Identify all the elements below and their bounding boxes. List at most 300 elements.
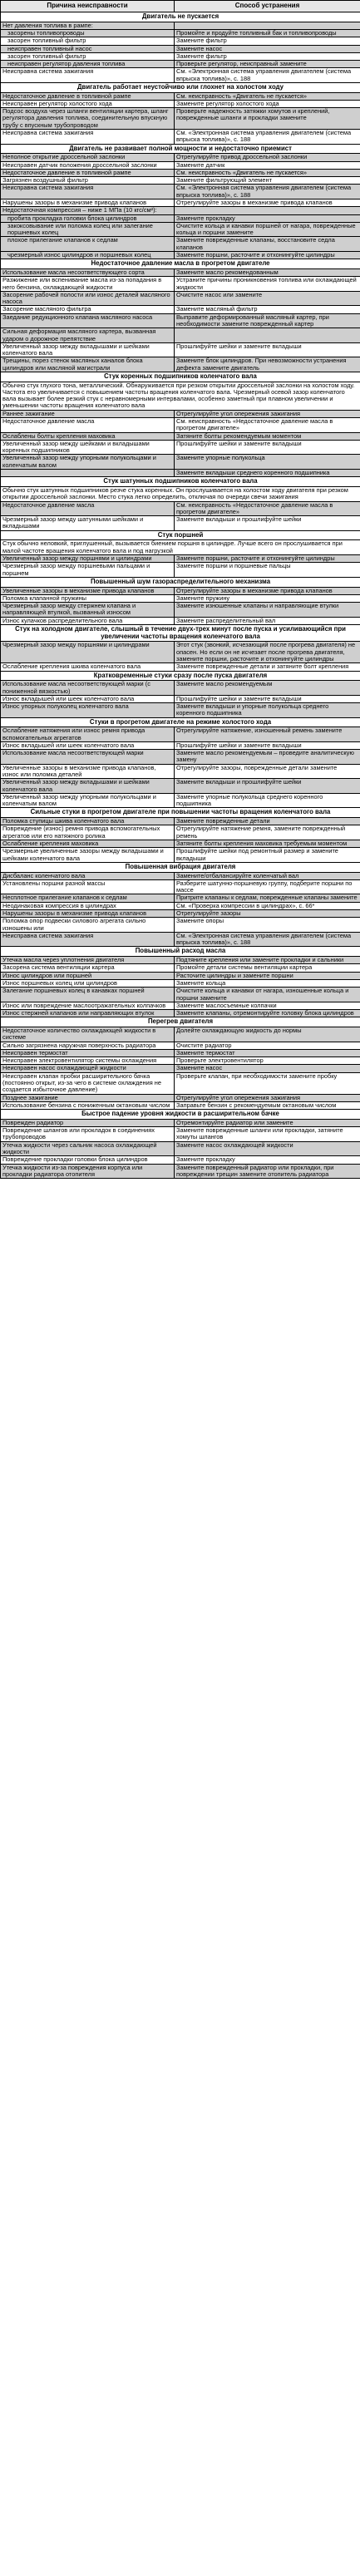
remedy-cell: Замените масло рекомендуемым — [175, 681, 360, 696]
table-row — [1, 1094, 360, 1101]
remedy-cell: Замените фильтрующий элемент — [175, 177, 360, 185]
remedy-cell: См. неисправность «Недостаточное давление масла в прогретом двигателе» — [175, 501, 360, 516]
table-row — [1, 108, 360, 130]
table-row — [1, 516, 360, 531]
table-row — [1, 185, 360, 199]
header-row — [1, 1, 360, 12]
table-row — [1, 154, 360, 161]
remedy-cell: Замените упорные полукольца среднего коренного подшипника — [175, 793, 360, 808]
cause-cell: Использование масла несоответствующего сорта — [1, 268, 175, 276]
remedy-cell: Замените масло рекомендуемым – проведите аналитическую замену — [175, 750, 360, 765]
remedy-cell: Затяните болты рекомендуемым моментом — [175, 432, 360, 440]
cause-cell: Износ вкладышей или шеек коленчатого вала — [1, 695, 175, 702]
remedy-cell: Замените клапаны, отремонтируйте головку блока цилиндров — [175, 1010, 360, 1017]
table-row — [1, 594, 360, 602]
table-row — [1, 29, 360, 37]
table-row — [1, 22, 360, 29]
remedy-cell: Замените распределительный вал — [175, 617, 360, 624]
section-title: Недостаточное давление масла в прогретом двигателе — [1, 259, 360, 269]
cause-cell: Увеличенный зазор между шейками и вкладышами коренных подшипников — [1, 440, 175, 455]
cause-cell: Позднее зажигание — [1, 1094, 175, 1101]
remedy-cell: Отрегулируйте натяжение ремня, замените поврежденный ремень — [175, 825, 360, 840]
remedy-cell: Отрегулируйте зазоры — [175, 909, 360, 917]
table-row — [1, 207, 360, 214]
remedy-cell: См. «Электронная система управления двигателем (система впрыска топлива)», с. 188 — [175, 932, 360, 947]
table-row — [1, 764, 360, 779]
table-row — [1, 1057, 360, 1065]
table-row — [1, 1101, 360, 1109]
remedy-cell: Замените масло рекомендованным — [175, 268, 360, 276]
cause-cell: Чрезмерные увеличенные зазоры между вкладышами и шейками коленчатого вала — [1, 848, 175, 863]
cause-cell: Ослабление крепления маховика — [1, 840, 175, 848]
cause-cell: Ослаблены болты крепления маховика — [1, 432, 175, 440]
remedy-cell: Прошлифуйте шейки и замените вкладыши — [175, 440, 360, 455]
cause-cell: Неисправна система зажигания — [1, 68, 175, 83]
table-row — [1, 879, 360, 894]
fault-table — [0, 0, 360, 1179]
remedy-cell: Отрегулируйте натяжение, изношенный ремень замените — [175, 727, 360, 742]
remedy-cell: Замените датчик — [175, 161, 360, 169]
cause-cell: Неисправен датчик положения дроссельной заслонки — [1, 161, 175, 169]
remedy-cell: Очистите кольца и канавки поршней от нагара, поврежденные кольца и поршни замените — [175, 222, 360, 237]
cause-cell: Ослабление натяжения или износ ремня привода вспомогательных агрегатов — [1, 727, 175, 742]
remedy-cell: Отремонтируйте радиатор или замените — [175, 1119, 360, 1126]
remedy-cell: Замените фильтр — [175, 52, 360, 60]
remedy-cell: См. «Электронная система управления двигателем (система впрыска топлива)», с. 188 — [175, 185, 360, 199]
section-title: Быстрое падение уровня жидкости в расширительном бачке — [1, 1110, 360, 1120]
cause-cell: Увеличенные зазоры в механизме привода клапанов, износ или поломка деталей — [1, 764, 175, 779]
cause-cell: Использование масла несоответствующей марки — [1, 750, 175, 765]
table-row — [1, 1049, 360, 1057]
cause-cell: Чрезмерный зазор между шатунными шейками и вкладышами — [1, 516, 175, 531]
remedy-cell: Устраните причины проникновения топлива или охлаждающей жидкости — [175, 277, 360, 292]
table-row — [1, 902, 360, 909]
table-row — [1, 793, 360, 808]
table-row — [1, 68, 360, 83]
remedy-cell: Замените вкладыши и прошлифуйте шейки — [175, 779, 360, 794]
remedy-cell: Замените поврежденный радиатор или прокладки, при повреждении трещин замените отопитель радиатора — [175, 1164, 360, 1179]
section-title: Повышенный расход масла — [1, 947, 360, 957]
remedy-cell: См. неисправность «Недостаточное давление масла в прогретом двигателе» — [175, 418, 360, 433]
remedy-cell: Очистите радиатор — [175, 1042, 360, 1049]
section-header-row — [1, 808, 360, 818]
header-cause: Причина неисправности — [1, 1, 175, 12]
table-row — [1, 825, 360, 840]
cause-cell: Чрезмерный зазор между стержнем клапана и направляющей втулкой, вызванный износом — [1, 603, 175, 618]
cause-cell: Утечка жидкости через сальник насоса охлаждающей жидкости — [1, 1141, 175, 1156]
cause-cell: Недостаточное давление масла — [1, 418, 175, 433]
section-header-row — [1, 12, 360, 22]
table-row — [1, 872, 360, 879]
section-title: Повышенный шум газораспределительного механизма — [1, 577, 360, 587]
section-title: Стук коренных подшипников коленчатого вала — [1, 372, 360, 382]
table-row — [1, 45, 360, 52]
table-row — [1, 199, 360, 207]
cause-cell: Износ упорных полуколец коленчатого вала — [1, 703, 175, 718]
remedy-cell: См. неисправность «Двигатель не пускается» — [175, 92, 360, 100]
table-row — [1, 130, 360, 145]
table-row — [1, 487, 360, 502]
table-row — [1, 1072, 360, 1094]
table-row — [1, 603, 360, 618]
remedy-cell: Замените блок цилиндров. При невозможности устранения дефекта замените двигатель — [175, 357, 360, 372]
cause-cell: Износ поршневых колец или цилиндров — [1, 979, 175, 987]
cause-cell: засорены топливопроводы — [1, 29, 175, 37]
section-title: Перегрев двигателя — [1, 1017, 360, 1027]
cause-cell: Заедание редукционного клапана масляного насоса — [1, 313, 175, 328]
cause-cell: Трещины, порез стенок масляных каналов блока цилиндров или масляной магистрали — [1, 357, 175, 372]
cause-cell: Использование бензина с пониженным октановым числом — [1, 1101, 175, 1109]
remedy-cell: Замените термостат — [175, 1049, 360, 1057]
cause-cell: Засорение рабочей полости или износ деталей масляного насоса — [1, 291, 175, 306]
section-header-row — [1, 82, 360, 92]
table-row — [1, 214, 360, 222]
table-row — [1, 470, 360, 477]
remedy-cell: Проверьте надежность затяжки хомутов и креплений, поврежденные шланги и прокладки замените — [175, 108, 360, 130]
table-row — [1, 818, 360, 825]
remedy-cell: Промойте детали системы вентиляции картера — [175, 964, 360, 972]
cause-cell: Недостаточное количество охлаждающей жидкости в системе — [1, 1027, 175, 1042]
remedy-cell: Замените вкладыши и прошлифуйте шейки — [175, 516, 360, 531]
table-row — [1, 703, 360, 718]
cause-cell: Неисправна система зажигания — [1, 932, 175, 947]
table-row — [1, 455, 360, 470]
remedy-cell: Прошлифуйте шейки под ремонтный размер и замените вкладыши — [175, 848, 360, 863]
section-header-row — [1, 671, 360, 681]
cause-cell: закоксовывание или поломка колец или залегание поршневых колец — [1, 222, 175, 237]
table-row — [1, 382, 360, 410]
table-row — [1, 169, 360, 176]
table-row — [1, 894, 360, 902]
table-row — [1, 617, 360, 624]
table-row — [1, 313, 360, 328]
remedy-cell: Прошлифуйте шейки и замените вкладыши — [175, 695, 360, 702]
cause-cell: Использование масла несоответствующей марки (с пониженной вязкостью) — [1, 681, 175, 696]
remedy-cell: Замените вкладыши и упорные полукольца среднего коренного подшипника — [175, 703, 360, 718]
cause-cell: Залегание поршневых колец в канавках поршней — [1, 988, 175, 1002]
remedy-cell: Отрегулируйте угол опережения зажигания — [175, 410, 360, 417]
remedy-cell: Замените масляный фильтр — [175, 306, 360, 313]
cause-cell: Сильно загрязнена наружная поверхность радиатора — [1, 1042, 175, 1049]
cause-cell: Неисправен клапан пробки расширительного бачка (постоянно открыт, из-за чего в системе охлаждения не создается избыточное давление) — [1, 1072, 175, 1094]
cause-cell: Увеличенный зазор между вкладышами и шейками коленчатого вала — [1, 342, 175, 357]
cause-cell: Загрязнен воздушный фильтр — [1, 177, 175, 185]
table-row — [1, 1164, 360, 1179]
cause-cell: Повреждение прокладки головки блока цилиндров — [1, 1156, 175, 1164]
table-row — [1, 61, 360, 68]
table-row — [1, 222, 360, 237]
remedy-cell: Замените упорные полукольца — [175, 455, 360, 470]
remedy-cell: См. неисправность «Двигатель не пускается» — [175, 169, 360, 176]
remedy-cell: Затяните болты крепления маховика требуемым моментом — [175, 840, 360, 848]
table-row — [1, 432, 360, 440]
table-row — [1, 291, 360, 306]
table-row — [1, 587, 360, 594]
cause-cell: Подсос воздуха через шланги вентиляции картера, шланг регулятора давления топлива, соединительную впускную трубу с впускным трубопроводом — [1, 108, 175, 130]
remedy-cell — [175, 328, 360, 343]
cause-cell: Повреждение шлангов или прокладок в соединениях трубопроводов — [1, 1127, 175, 1142]
section-header-row — [1, 144, 360, 154]
remedy-cell: Прошлифуйте шейки и замените вкладыши — [175, 342, 360, 357]
section-title: Стук на холодном двигателе, слышный в течение двух-трех минут после пуска и усиливающийся при увеличении частоты вращения коленчатого вала — [1, 624, 360, 641]
cause-cell: Установлены поршни разной массы — [1, 879, 175, 894]
cause-cell: Недостаточное давление в топливной рампе — [1, 92, 175, 100]
table-body — [1, 12, 360, 1178]
table-row — [1, 342, 360, 357]
table-row — [1, 410, 360, 417]
remedy-cell: См. «Электронная система управления двигателем (система впрыска топлива)», с. 188 — [175, 68, 360, 83]
table-row — [1, 779, 360, 794]
table-row — [1, 741, 360, 749]
cause-cell: Поломка клапанной пружины — [1, 594, 175, 602]
table-row — [1, 540, 360, 555]
remedy-cell: См. «Проверка компрессии в цилиндрах», с. 66* — [175, 902, 360, 909]
table-row — [1, 663, 360, 671]
section-title: Кратковременные стуки сразу после пуска двигателя — [1, 671, 360, 681]
remedy-cell: Очистите кольца и канавки от нагара, изношенные кольца и поршни замените — [175, 988, 360, 1002]
section-header-row — [1, 259, 360, 269]
cause-cell: Нарушены зазоры в механизме привода клапанов — [1, 909, 175, 917]
remedy-cell: Замените кольца — [175, 979, 360, 987]
remedy-cell: Долейте охлаждающую жидкость до нормы — [175, 1027, 360, 1042]
remedy-cell — [175, 22, 360, 29]
cause-cell: Чрезмерный зазор между поршнями и цилиндрами — [1, 642, 175, 663]
table-row — [1, 177, 360, 185]
table-row — [1, 681, 360, 696]
table-row — [1, 1002, 360, 1009]
cause-cell: Неисправна система зажигания — [1, 130, 175, 145]
section-header-row — [1, 1017, 360, 1027]
table-row — [1, 277, 360, 292]
remedy-cell: Замените маслосъемные колпачки — [175, 1002, 360, 1009]
table-row — [1, 92, 360, 100]
remedy-cell: Отрегулируйте зазоры в механизме привода клапанов — [175, 587, 360, 594]
cause-cell: Неодинаковая компрессия в цилиндрах — [1, 902, 175, 909]
table-row — [1, 988, 360, 1002]
table-row — [1, 554, 360, 562]
table-row — [1, 418, 360, 433]
table-row — [1, 1042, 360, 1049]
remedy-cell: Выправите деформированный масляный картер, при необходимости замените поврежденный картер — [175, 313, 360, 328]
cause-cell: Поврежден радиатор — [1, 1119, 175, 1126]
table-row — [1, 357, 360, 372]
table-row — [1, 563, 360, 578]
cause-cell: Раннее зажигание — [1, 410, 175, 417]
section-title: Повышенная вибрация двигателя — [1, 862, 360, 872]
cause-cell: Увеличенный зазор между поршнями и цилиндрами — [1, 554, 175, 562]
remedy-cell: Замените поврежденные детали и затяните болт крепления — [175, 663, 360, 671]
section-title: Двигатель не пускается — [1, 12, 360, 22]
table-row — [1, 1065, 360, 1072]
cause-cell: чрезмерный износ цилиндров и поршневых колец — [1, 251, 175, 259]
remedy-cell: Заправьте бензин с рекомендуемым октановым числом — [175, 1101, 360, 1109]
section-header-row — [1, 947, 360, 957]
section-title: Стуки в прогретом двигателе на режиме холостого хода — [1, 717, 360, 727]
remedy-cell: Замените опоры — [175, 918, 360, 933]
remedy-cell: Замените фильтр — [175, 37, 360, 45]
table-row — [1, 268, 360, 276]
description-cell: Обычно стук глухого тона, металлический. Обнаруживается при резком открытии дроссельной заслонки на холостом ходу. Частота его увеличивается с повышением частоты вращения коленчатого вала. Чрезмерный осевой зазор коленчатого вала вызывает более резкий стук с неравномерными интервалами, особенно заметный при плавном увеличении и уменьшении частоты вращения коленчатого вала — [1, 382, 360, 410]
section-header-row — [1, 530, 360, 540]
remedy-cell: Отрегулируйте зазоры в механизме привода клапанов — [175, 199, 360, 207]
cause-cell: Поломка ступицы шкива коленчатого вала — [1, 818, 175, 825]
cause-cell: Нет давления топлива в рампе: — [1, 22, 175, 29]
cause-cell: Несплотное прилегание клапанов к седлам — [1, 894, 175, 902]
remedy-cell: Замените пружину — [175, 594, 360, 602]
cause-cell: пробита прокладка головки блока цилиндров — [1, 214, 175, 222]
cause-cell: Сильная деформация масляного картера, вызванная ударом о дорожное препятствие — [1, 328, 175, 343]
cause-cell: Чрезмерный зазор между поршневыми пальцами и поршнем — [1, 563, 175, 578]
remedy-cell — [175, 207, 360, 214]
header-remedy: Способ устранения — [175, 1, 360, 12]
remedy-cell: Замените/отбалансируйте коленчатый вал — [175, 872, 360, 879]
remedy-cell: Прошлифуйте шейки и замените вкладыши — [175, 741, 360, 749]
cause-cell: Неисправен насос охлаждающей жидкости — [1, 1065, 175, 1072]
remedy-cell: Разберите шатунно-поршневую группу, подберите поршни по массе — [175, 879, 360, 894]
cause-cell: Неисправна система зажигания — [1, 185, 175, 199]
remedy-cell: Подтяните крепления или замените прокладки и сальники — [175, 957, 360, 964]
cause-cell: Увеличенный зазор между упорными полукольцами и коленчатым валом — [1, 455, 175, 470]
cause-cell: Износ стержней клапанов или направляющих втулок — [1, 1010, 175, 1017]
remedy-cell: Этот стук (звонкий, исчезающий после прогрева двигателя) не опасен. Но если он не исчезает после прогрева двигателя, замените поршни, расточите и отхонингуйте цилиндры — [175, 642, 360, 663]
remedy-cell: Замените поршни, расточите и отхонингуйте цилиндры — [175, 251, 360, 259]
table-row — [1, 37, 360, 45]
table-row — [1, 328, 360, 343]
table-row — [1, 695, 360, 702]
remedy-cell: Отрегулируйте зазоры, поврежденные детали замените — [175, 764, 360, 779]
cause-cell: Износ или повреждение маслоотражательных колпачков — [1, 1002, 175, 1009]
cause-cell: Недостаточная компрессия – ниже 1 МПа (10 кгс/см²): — [1, 207, 175, 214]
remedy-cell: Отрегулируйте угол опережения зажигания — [175, 1094, 360, 1101]
remedy-cell: Очистите насос или замените — [175, 291, 360, 306]
table-row — [1, 918, 360, 933]
remedy-cell: Замените изношенные клапаны и направляющие втулки — [175, 603, 360, 618]
table-row — [1, 440, 360, 455]
table-row — [1, 979, 360, 987]
remedy-cell: Замените регулятор холостого хода — [175, 100, 360, 107]
table-row — [1, 750, 360, 765]
remedy-cell: Притрите клапаны к седлам, поврежденные клапаны замените — [175, 894, 360, 902]
cause-cell: плохое прилегание клапанов к седлам — [1, 237, 175, 252]
cause-cell — [1, 470, 175, 477]
cause-cell: Увеличенный зазор между вкладышами и шейками коленчатого вала — [1, 779, 175, 794]
remedy-cell: Замените поршни, расточите и отхонингуйте цилиндры — [175, 554, 360, 562]
remedy-cell: Замените прокладку — [175, 214, 360, 222]
cause-cell: Износ кулачков распределительного вала — [1, 617, 175, 624]
cause-cell: Неисправен регулятор холостого хода — [1, 100, 175, 107]
table-row — [1, 1141, 360, 1156]
cause-cell: засорен топливный фильтр — [1, 52, 175, 60]
remedy-cell: Замените насос — [175, 45, 360, 52]
section-title: Двигатель работает неустойчиво или глохнет на холостом ходу — [1, 82, 360, 92]
cause-cell: Дисбаланс коленчатого вала — [1, 872, 175, 879]
description-cell: Обычно стук шатунных подшипников резче стука коренных. Он прослушивается на холостом ходу двигателя при резком открытии дроссельной заслонки. Место стука легко определить, отключая по очереди свечи зажигания — [1, 487, 360, 502]
table-row — [1, 964, 360, 972]
section-header-row — [1, 372, 360, 382]
section-header-row — [1, 577, 360, 587]
cause-cell: Износ цилиндров или поршней — [1, 972, 175, 979]
cause-cell: Износ вкладышей или шеек коленчатого вала — [1, 741, 175, 749]
remedy-cell: Проверьте клапан, при необходимости замените пробку — [175, 1072, 360, 1094]
cause-cell: Неисправен электровентилятор системы охлаждения — [1, 1057, 175, 1065]
description-cell: Стук обычно неловкий, приглушенный, вызывается биением поршня в цилиндре. Лучше всего он прослушивается при малой частоте вращения коленчатого вала и под нагрузкой — [1, 540, 360, 555]
table-row — [1, 501, 360, 516]
table-row — [1, 840, 360, 848]
cause-cell: Разжижение или вспенивание масла из-за попадания в него бензина, охлаждающей жидкости — [1, 277, 175, 292]
cause-cell: Утечка жидкости из-за повреждения корпуса или прокладки радиатора отопителя — [1, 1164, 175, 1179]
remedy-cell: См. «Электронная система управления двигателем (система впрыска топлива)», с. 188 — [175, 130, 360, 145]
cause-cell: неисправен регулятор давления топлива — [1, 61, 175, 68]
cause-cell: Нарушены зазоры в механизме привода клапанов — [1, 199, 175, 207]
remedy-cell: Отрегулируйте привод дроссельной заслонки — [175, 154, 360, 161]
remedy-cell: Замените вкладыши среднего коренного подшипника — [175, 470, 360, 477]
section-title: Стук шатунных подшипников коленчатого вала — [1, 477, 360, 487]
table-row — [1, 727, 360, 742]
table-row — [1, 1127, 360, 1142]
table-row — [1, 642, 360, 663]
cause-cell: засорен топливный фильтр — [1, 37, 175, 45]
remedy-cell: Замените поршни и поршневые пальцы — [175, 563, 360, 578]
remedy-cell: Расточите цилиндры и замените поршни — [175, 972, 360, 979]
table-row — [1, 161, 360, 169]
cause-cell: Ослабление крепления шкива коленчатого вала — [1, 663, 175, 671]
remedy-cell: Замените поврежденные клапаны, восстановите седла клапанов — [175, 237, 360, 252]
cause-cell: Увеличенный зазор между упорными полукольцами и коленчатым валом — [1, 793, 175, 808]
cause-cell: Неполное открытие дроссельной заслонки — [1, 154, 175, 161]
cause-cell: Недостаточное давление в топливной рампе — [1, 169, 175, 176]
section-title: Стук поршней — [1, 530, 360, 540]
table-row — [1, 909, 360, 917]
remedy-cell: Замените поврежденные шланги или прокладки, затяните хомуты шлангов — [175, 1127, 360, 1142]
remedy-cell: Проверьте регулятор, неисправный замените — [175, 61, 360, 68]
cause-cell: Засорение масляного фильтра — [1, 306, 175, 313]
table-row — [1, 251, 360, 259]
cause-cell: Увеличенные зазоры в механизме привода клапанов — [1, 587, 175, 594]
remedy-cell: Замените насос охлаждающей жидкости — [175, 1141, 360, 1156]
section-header-row — [1, 477, 360, 487]
table-row — [1, 100, 360, 107]
section-title: Сильные стуки в прогретом двигателе при повышении частоты вращения коленчатого вала — [1, 808, 360, 818]
cause-cell: Засорена система вентиляции картера — [1, 964, 175, 972]
table-row — [1, 1119, 360, 1126]
table-row — [1, 52, 360, 60]
section-header-row — [1, 862, 360, 872]
table-row — [1, 1010, 360, 1017]
cause-cell: Утечка масла через уплотнения двигателя — [1, 957, 175, 964]
section-header-row — [1, 1110, 360, 1120]
table-row — [1, 1156, 360, 1164]
table-row — [1, 972, 360, 979]
table-row — [1, 306, 360, 313]
cause-cell: Поломка опор подвески силового агрегата сильно изношены или — [1, 918, 175, 933]
remedy-cell: Замените насос — [175, 1065, 360, 1072]
remedy-cell: Замените прокладку — [175, 1156, 360, 1164]
table-row — [1, 237, 360, 252]
table-row — [1, 848, 360, 863]
section-header-row — [1, 717, 360, 727]
remedy-cell: Замените поврежденные детали — [175, 818, 360, 825]
table-row — [1, 932, 360, 947]
remedy-cell: Проверьте электровентилятор — [175, 1057, 360, 1065]
cause-cell: Повреждение (износ) ремня привода вспомогательных агрегатов или его натяжного ролика — [1, 825, 175, 840]
cause-cell: Неисправен термостат — [1, 1049, 175, 1057]
table-row — [1, 957, 360, 964]
cause-cell: Недостаточное давление масла — [1, 501, 175, 516]
section-title: Двигатель не развивает полной мощности и недостаточно приемист — [1, 144, 360, 154]
cause-cell: неисправен топливный насос — [1, 45, 175, 52]
remedy-cell: Промойте и продуйте топливный бак и топливопроводы — [175, 29, 360, 37]
section-header-row — [1, 624, 360, 641]
